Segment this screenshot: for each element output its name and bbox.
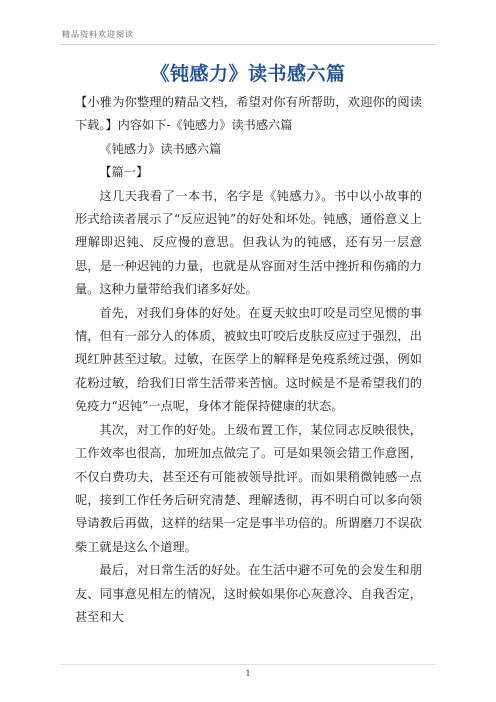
subtitle-line: 《钝感力》读书感六篇 [99,141,222,156]
section-heading: 【篇一】 [99,165,149,180]
document-title: 《钝感力》读书感六篇 [150,63,346,85]
body-paragraph: 其次，对工作的好处。上级布置工作，某位同志反映很快，工作效率也很高，加班加点做完了。可是如果领会错工作意图，不仅白费功夫，甚至还有可能被领导批评。而如果稍微钝感一点呢，接到工作任务后研究清楚、理解透彻，再不明白可以多向领导请教后再做，这样的结果一定是事半功倍的。所谓磨刀不误砍柴工就是这么个道理。 [75,422,422,554]
body-paragraph: 最后，对日常生活的好处。在生活中避不可免的会发生和朋友、同事意见相左的情况，这时候如果你心灰意冷、自我否定，甚至和大 [75,563,422,624]
footer-divider [60,664,436,665]
body-paragraph: 这几天我看了一本书，名字是《钝感力》。书中以小故事的形式给读者展示了“反应迟钝”的好处和坏处。钝感，通俗意义上理解即迟钝、反应慢的意思。但我认为的钝感，还有另一层意思，是一种迟钝的力量，也就是从容面对生活中挫折和伤痛的力量。这种力量带给我们诸多好处。 [75,188,422,297]
page-number: 1 [245,669,251,678]
body-paragraph: 首先，对我们身体的好处。在夏天蚊虫叮咬是司空见惯的事情，但有一部分人的体质，被蚊虫叮咬后皮肤反应过于强烈，出现红肿甚至过敏。过敏，在医学上的解释是免疫系统过强，例如花粉过敏，给我们日常生活带来苦恼。这时候是不是希望我们的免疫力“迟钝”一点呢，身体才能保持健康的状态。 [75,305,422,414]
document-body [75,91,422,629]
header-label: 精品资料欢迎阅读 [62,30,134,39]
intro-paragraph: 【小雅为你整理的精品文档，希望对你有所帮助，欢迎你的阅读下载。】内容如下-《钝感力》读书感六篇 [75,95,422,133]
header-divider [60,44,436,45]
